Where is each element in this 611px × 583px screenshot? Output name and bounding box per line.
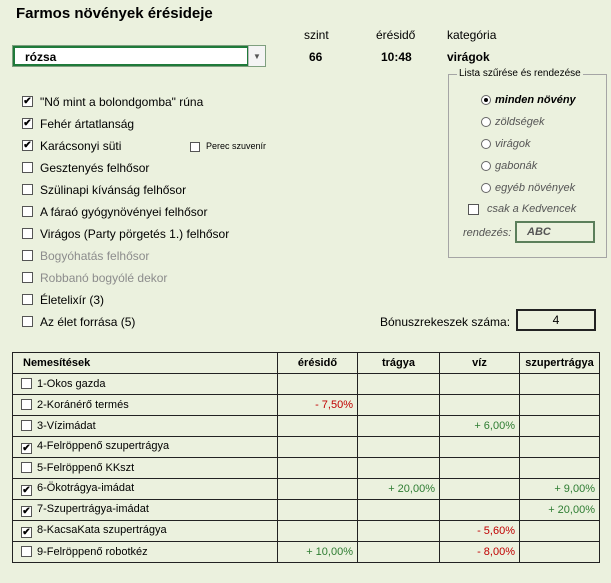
row-name-cell — [13, 542, 278, 563]
option-checkbox[interactable] — [22, 206, 33, 217]
cell-viz — [440, 395, 520, 416]
bonus-count[interactable]: 4 — [516, 309, 596, 331]
cell-eresido — [278, 500, 358, 521]
col-header-name: Nemesítések — [13, 353, 278, 374]
table-row — [13, 521, 600, 542]
breeding-table — [12, 352, 600, 563]
row-name: 4-Felröppenő szupertrágya — [37, 440, 170, 452]
favorites-checkbox[interactable] — [468, 204, 479, 215]
cell-tragya — [358, 416, 440, 437]
cell-tragya — [358, 458, 440, 479]
cell-eresido — [278, 479, 358, 500]
cell-tragya — [358, 542, 440, 563]
table-header-row — [13, 353, 600, 374]
table-row — [13, 395, 600, 416]
cell-szuper — [520, 437, 600, 458]
row-name: 7-Szupertrágya-imádat — [37, 503, 149, 515]
col-header-szupertragya: szupertrágya — [520, 353, 600, 374]
cell-eresido — [278, 458, 358, 479]
cell-tragya — [358, 395, 440, 416]
cell-viz — [440, 458, 520, 479]
row-name-cell — [13, 479, 278, 500]
cell-szuper: + 20,00% — [520, 500, 600, 521]
chevron-down-icon[interactable]: ▼ — [248, 46, 265, 66]
col-header-viz: víz — [440, 353, 520, 374]
option-label: Gesztenyés felhősor — [40, 161, 150, 175]
option-checkbox[interactable] — [22, 294, 33, 305]
page-title: Farmos növények érésideje — [16, 5, 213, 22]
option-checkbox-checked[interactable]: ✔ — [23, 96, 32, 107]
cell-szuper — [520, 542, 600, 563]
table-row — [13, 479, 600, 500]
plant-select[interactable] — [12, 45, 266, 67]
filter-radio-label: zöldségek — [495, 116, 545, 128]
row-checkbox[interactable] — [21, 399, 32, 410]
option-label: Virágos (Party pörgetés 1.) felhősor — [40, 227, 230, 241]
perec-checkbox[interactable] — [190, 142, 200, 152]
cell-eresido: - 7,50% — [278, 395, 358, 416]
cell-szuper — [520, 458, 600, 479]
table-row — [13, 374, 600, 395]
filter-radio[interactable] — [481, 117, 491, 127]
row-name: 8-KacsaKata szupertrágya — [37, 524, 167, 536]
option-label: "Nő mint a bolondgomba" rúna — [40, 95, 204, 109]
cell-szuper — [520, 374, 600, 395]
option-checkbox-checked[interactable]: ✔ — [23, 140, 32, 151]
filter-radio-label: gabonák — [495, 160, 538, 172]
favorites-label: csak a Kedvencek — [487, 203, 577, 215]
level-label: szint — [304, 28, 329, 42]
cell-eresido — [278, 374, 358, 395]
row-checkbox[interactable] — [21, 378, 32, 389]
option-label: Fehér ártatlanság — [40, 117, 135, 131]
option-checkbox[interactable] — [22, 184, 33, 195]
row-checkbox[interactable] — [21, 546, 32, 557]
table-row — [13, 542, 600, 563]
option-label: Robbanó bogyólé dekor — [40, 271, 168, 285]
cell-tragya — [358, 521, 440, 542]
option-checkbox-checked[interactable]: ✔ — [23, 118, 32, 129]
filter-radio[interactable] — [481, 95, 491, 105]
table-row — [13, 416, 600, 437]
row-name-cell — [13, 395, 278, 416]
category-label: kategória — [447, 28, 497, 42]
cell-viz: - 5,60% — [440, 521, 520, 542]
bonus-label: Bónuszrekeszek száma: — [380, 315, 511, 329]
row-name: 3-Vízimádat — [37, 420, 96, 432]
filter-radio-label: virágok — [495, 138, 531, 150]
col-header-tragya: trágya — [358, 353, 440, 374]
filter-group-title: Lista szűrése és rendezése — [459, 68, 581, 79]
option-checkbox — [22, 272, 33, 283]
table-row — [13, 458, 600, 479]
row-checkbox-checked[interactable]: ✔ — [22, 443, 31, 454]
cell-tragya: + 20,00% — [358, 479, 440, 500]
cell-eresido: + 10,00% — [278, 542, 358, 563]
cell-szuper — [520, 395, 600, 416]
cell-viz — [440, 500, 520, 521]
sort-value: ABC — [527, 226, 551, 238]
row-checkbox-checked[interactable]: ✔ — [22, 485, 31, 496]
row-name-cell — [13, 521, 278, 542]
category-value: virágok — [447, 50, 490, 64]
row-name: 9-Felröppenő robotkéz — [37, 546, 148, 558]
cell-viz: - 8,00% — [440, 542, 520, 563]
cell-viz — [440, 437, 520, 458]
level-value: 66 — [309, 50, 323, 64]
cell-tragya — [358, 500, 440, 521]
cell-tragya — [358, 437, 440, 458]
row-checkbox[interactable] — [21, 462, 32, 473]
option-checkbox[interactable] — [22, 228, 33, 239]
row-name: 1-Okos gazda — [37, 378, 106, 390]
filter-radio[interactable] — [481, 161, 491, 171]
option-label: Bogyóhatás felhősor — [40, 249, 150, 263]
option-label: Karácsonyi süti — [40, 139, 122, 153]
cell-eresido — [278, 521, 358, 542]
row-name: 5-Felröppenő KKszt — [37, 462, 135, 474]
table-row — [13, 500, 600, 521]
row-checkbox-checked[interactable]: ✔ — [22, 527, 31, 538]
cell-viz — [440, 479, 520, 500]
row-name-cell — [13, 458, 278, 479]
sort-label: rendezés: — [463, 227, 512, 239]
cell-eresido — [278, 437, 358, 458]
option-checkbox — [22, 250, 33, 261]
filter-radio[interactable] — [481, 139, 491, 149]
perec-label: Perec szuvenír — [206, 141, 267, 151]
time-label: érésidő — [376, 28, 416, 42]
cell-viz — [440, 374, 520, 395]
option-checkbox[interactable] — [22, 162, 33, 173]
cell-tragya — [358, 374, 440, 395]
cell-szuper — [520, 521, 600, 542]
row-name-cell — [13, 437, 278, 458]
cell-eresido — [278, 416, 358, 437]
filter-radio-label: minden növény — [495, 94, 576, 106]
option-label: Életelixír (3) — [40, 293, 105, 307]
row-name: 2-Koránérő termés — [37, 399, 129, 411]
row-name-cell — [13, 374, 278, 395]
plant-select-value: rózsa — [25, 50, 57, 64]
filter-radio-label: egyéb növények — [495, 182, 576, 194]
row-name-cell — [13, 416, 278, 437]
time-value: 10:48 — [381, 50, 412, 64]
cell-szuper: + 9,00% — [520, 479, 600, 500]
row-name-cell — [13, 500, 278, 521]
sort-select[interactable] — [515, 221, 595, 243]
col-header-eresido: érésidő — [278, 353, 358, 374]
option-label: Az élet forrása (5) — [40, 315, 136, 329]
filter-radio[interactable] — [481, 183, 491, 193]
row-checkbox[interactable] — [21, 420, 32, 431]
option-label: Szülinapi kívánság felhősor — [40, 183, 187, 197]
cell-viz: + 6,00% — [440, 416, 520, 437]
option-label: A fáraó gyógynövényei felhősor — [40, 205, 208, 219]
table-row — [13, 437, 600, 458]
row-name: 6-Ökotrágya-imádat — [37, 482, 135, 494]
option-checkbox[interactable] — [22, 316, 33, 327]
row-checkbox-checked[interactable]: ✔ — [22, 506, 31, 517]
cell-szuper — [520, 416, 600, 437]
